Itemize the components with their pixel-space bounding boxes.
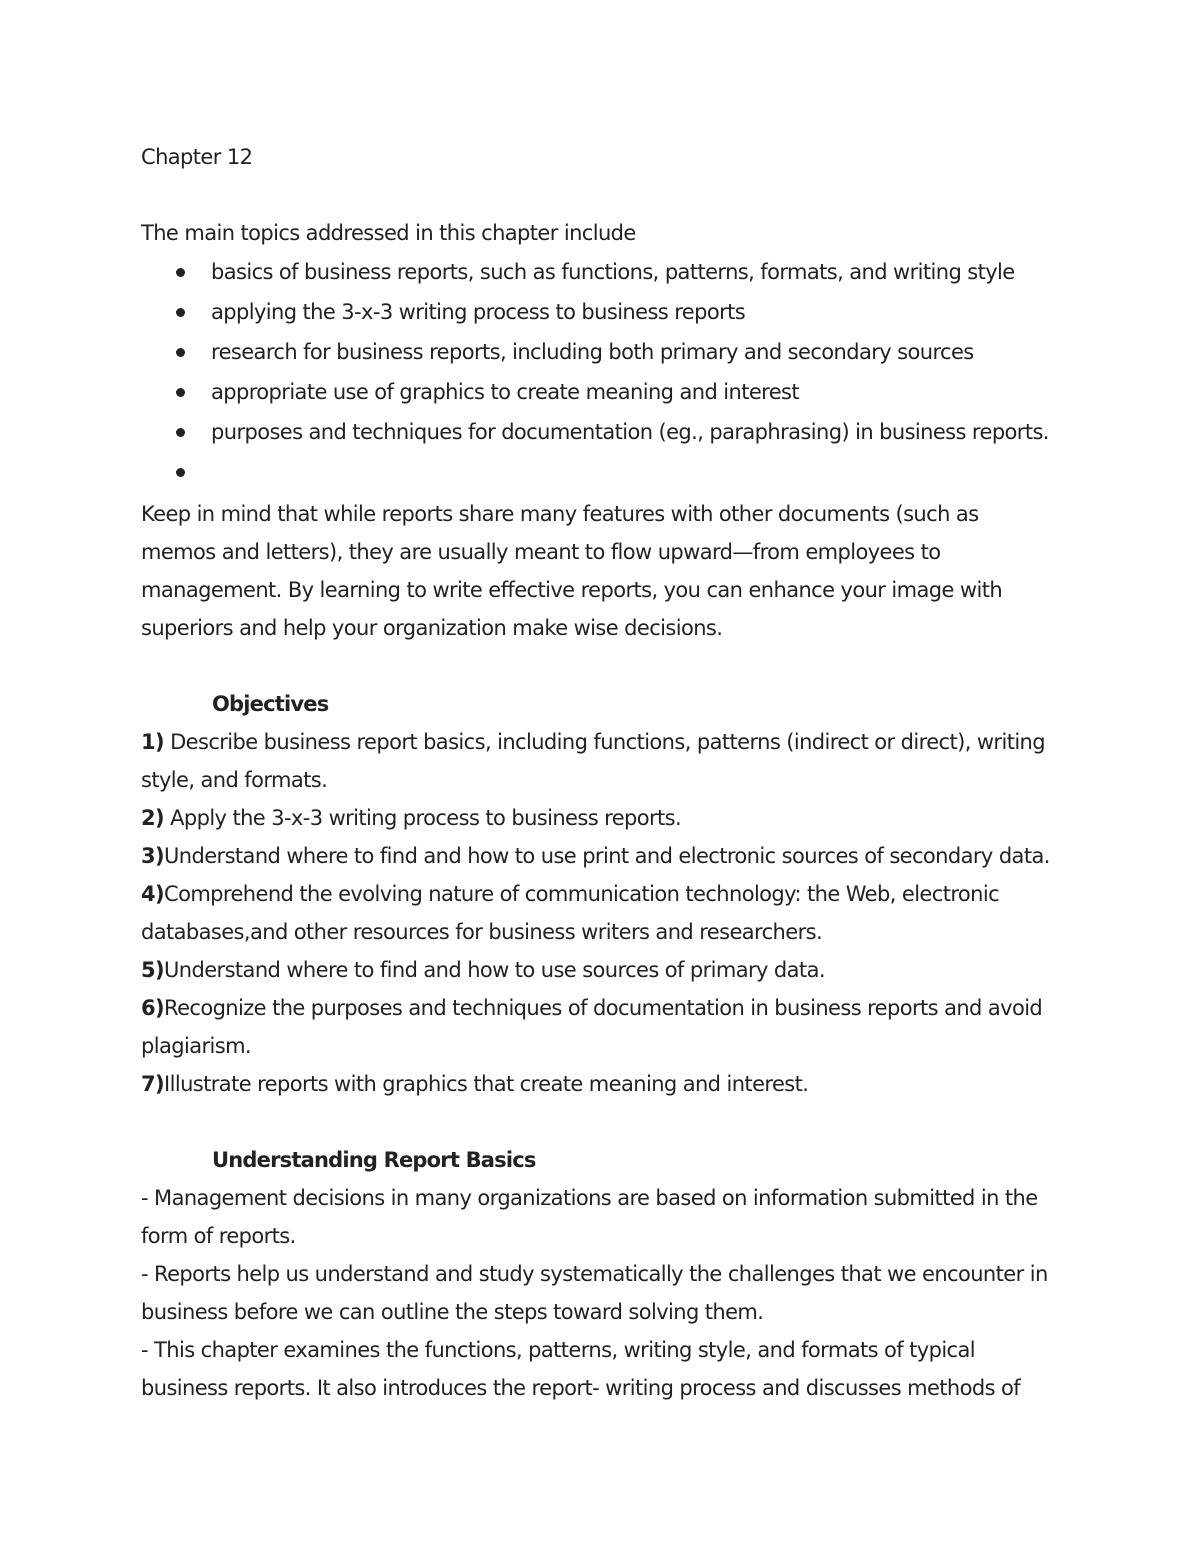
objective-text: Describe business report basics, including functions, patterns (indirect or direct), writing [170, 730, 1045, 754]
objective-number: 3) [141, 844, 165, 868]
bullet-icon [176, 428, 185, 437]
objective-number: 6) [141, 996, 165, 1020]
list-item: appropriate use of graphics to create meaning and interest [211, 380, 800, 404]
objective-number: 2) [141, 806, 165, 830]
objective-text: Understand where to find and how to use print and electronic sources of secondary data. [164, 844, 1050, 868]
list-item: research for business reports, including both primary and secondary sources [211, 340, 974, 364]
chapter-title: Chapter 12 [141, 145, 253, 169]
objective-text: Comprehend the evolving nature of communication technology: the Web, electronic [164, 882, 1000, 906]
basics-heading: Understanding Report Basics [212, 1148, 536, 1172]
objective-item [141, 842, 1050, 870]
objective-number: 7) [141, 1072, 165, 1096]
paragraph-line: form of reports. [141, 1224, 296, 1248]
bullet-icon [176, 468, 185, 477]
list-item: basics of business reports, such as functions, patterns, formats, and writing style [211, 260, 1015, 284]
paragraph-line: - Management decisions in many organizations are based on information submitted in the [141, 1186, 1038, 1210]
objective-text: Understand where to find and how to use sources of primary data. [164, 958, 825, 982]
list-item: purposes and techniques for documentation (eg., paraphrasing) in business reports. [211, 420, 1049, 444]
paragraph-line: business before we can outline the steps toward solving them. [141, 1300, 764, 1324]
objective-text: Apply the 3-x-3 writing process to business reports. [170, 806, 682, 830]
objective-item [141, 994, 1042, 1022]
objective-number: 1) [141, 730, 165, 754]
objective-item [141, 804, 681, 832]
objective-item [141, 880, 999, 908]
objective-text: Recognize the purposes and techniques of documentation in business reports and avoid [164, 996, 1043, 1020]
list-item: applying the 3-x-3 writing process to business reports [211, 300, 746, 324]
paragraph-line: Keep in mind that while reports share many features with other documents (such as [141, 502, 979, 526]
bullet-icon [176, 308, 185, 317]
paragraph-line: - Reports help us understand and study systematically the challenges that we encounter in [141, 1262, 1048, 1286]
intro-text: The main topics addressed in this chapter include [141, 221, 636, 245]
bullet-icon [176, 268, 185, 277]
objective-text: plagiarism. [141, 1034, 252, 1058]
objective-number: 5) [141, 958, 165, 982]
objective-text: databases,and other resources for business writers and researchers. [141, 920, 823, 944]
objective-text: Illustrate reports with graphics that create meaning and interest. [164, 1072, 809, 1096]
paragraph-line: business reports. It also introduces the report- writing process and discusses methods of [141, 1376, 1021, 1400]
paragraph-line: superiors and help your organization make wise decisions. [141, 616, 723, 640]
objective-item [141, 956, 825, 984]
paragraph-line: - This chapter examines the functions, patterns, writing style, and formats of typical [141, 1338, 975, 1362]
objective-number: 4) [141, 882, 165, 906]
bullet-icon [176, 348, 185, 357]
paragraph-line: memos and letters), they are usually meant to flow upward—from employees to [141, 540, 941, 564]
paragraph-line: management. By learning to write effective reports, you can enhance your image with [141, 578, 1003, 602]
bullet-icon [176, 388, 185, 397]
objective-item [141, 728, 1045, 756]
objective-text: style, and formats. [141, 768, 328, 792]
objectives-heading: Objectives [212, 692, 329, 716]
objective-item [141, 1070, 808, 1098]
